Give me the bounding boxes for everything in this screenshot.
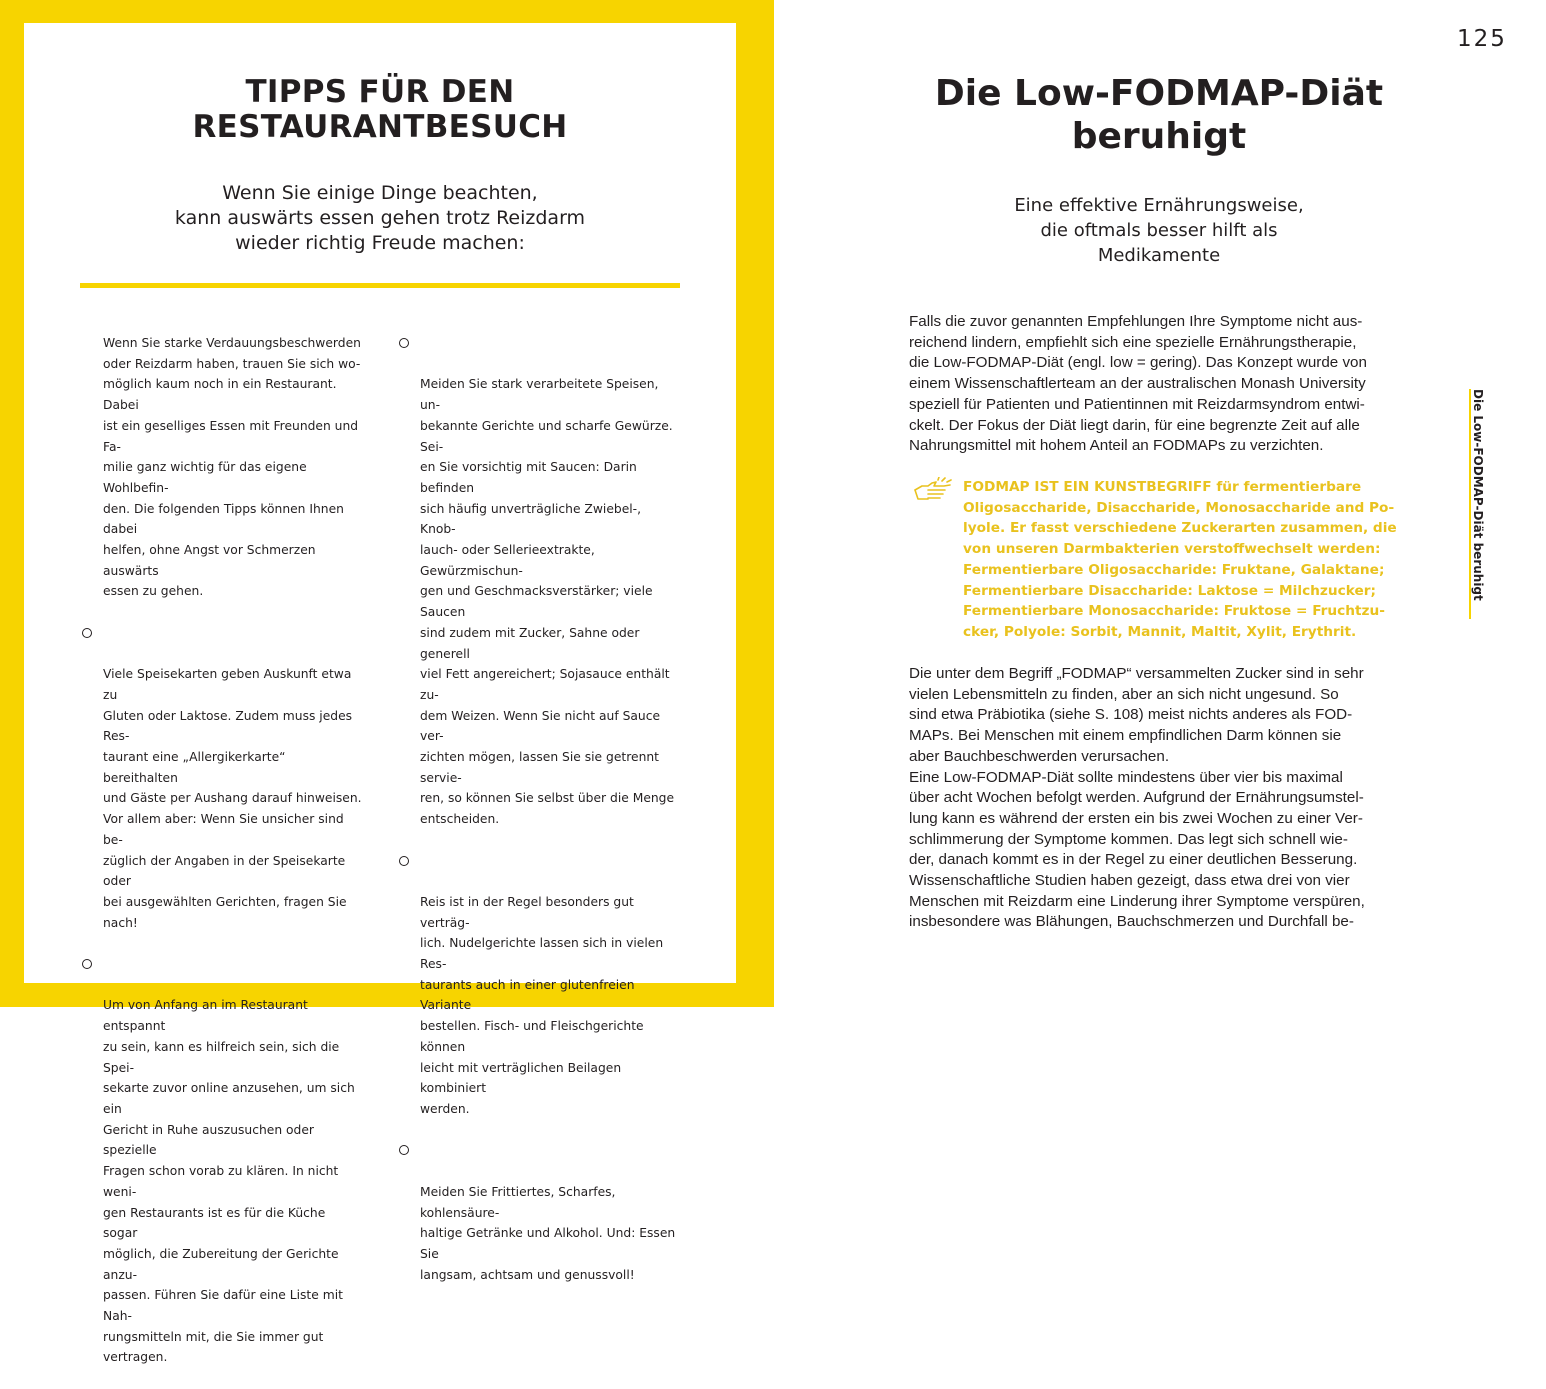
tip-text: Meiden Sie stark verarbeitete Speisen, un- bekannte Gerichte und scharfe Gewürze. Sei- en Sie vorsichtig mit Saucen: Darin befinden sich häufig unverträgliche Zwiebel-, Knob- lauch- oder Sellerieextrakte, Gewürzmischun- gen und Geschmacksverstärker; viele Saucen sind zudem mit Zucker, Sahne oder generell viel Fett angereichert; Sojasauce enthält zu- dem Weizen. Wenn Sie nicht auf Sauce ver- zichten mögen, lassen Sie sie getrennt servie- ren, so können Sie selbst über die Menge entscheiden. [420,377,675,827]
intro-paragraph: Wenn Sie starke Verdauungsbeschwerden oder Reizdarm haben, trauen Sie sich wo- möglich kaum noch in ein Restaurant. Dabei ist ein geselliges Essen mit Freunden und Fa- milie ganz wichtig für das eigene Wohlbefin- den. Die folgenden Tipps können Ihnen dabei helfen, ohne Angst vor Schmerzen auswärts essen zu gehen. [103,336,361,599]
tips-column-1 [82,333,362,1389]
tip-text: Um von Anfang an im Restaurant entspannt zu sein, kann es hilfreich sein, sich die Spei- sekarte zuvor online anzusehen, um sich ein Gericht in Ruhe auszusuchen oder spezielle Fragen schon vorab zu klären. In nicht weni- gen Restaurants ist es für die Küche sogar möglich, die Zubereitung der Gerichte anzu- passen. Führen Sie dafür eine Liste mit Nah- rungsmitteln mit, die Sie immer gut vertragen. [103,998,355,1365]
circle-bullet-icon [399,856,409,866]
fodmap-hint-box: FODMAP IST EIN KUNSTBEGRIFF für fermentierbare Oligosaccharide, Disaccharide, Monosaccharide and Po- lyole. Er fasst verschiedene Zuckerarten zusammen, die von unseren Darmbakterien verstoffwechselt werden: Fermentierbare Oligosaccharide: Fruktane, Galaktane; Fermentierbare Disaccharide: Laktose = Milchzucker; Fermentierbare Monosaccharide: Fruktose = Fruchtzu- cker, Polyole: Sorbit, Mannit, Maltit, Xylit, Erythrit. [963,479,1397,640]
yellow-divider [80,283,680,288]
left-page-title [0,75,760,145]
left-page [0,0,774,1365]
circle-bullet-icon [82,959,92,969]
left-subtitle-line-2: kann auswärts essen gehen trotz Reizdarm [174,207,586,229]
tip-item [82,623,362,934]
tip-item [82,954,362,1368]
page-number: 125 [1457,26,1507,52]
circle-bullet-icon [82,628,92,638]
tip-item [399,1140,679,1285]
right-subtitle-line-2: die oftmals besser hilft als [1040,220,1278,241]
tips-column-2 [399,333,679,1306]
left-page-subtitle [0,181,760,256]
right-page-subtitle [900,193,1418,268]
right-page-title [900,72,1418,158]
chapter-side-tab-label: Die Low-FODMAP-Diät beruhigt [1471,389,1485,601]
tip-item [399,851,679,1120]
left-title-line-2: RESTAURANTBESUCH [192,109,568,145]
left-subtitle-line-1: Wenn Sie einige Dinge beachten, [222,182,538,204]
right-title-line-2: beruhigt [1071,116,1247,157]
tip-text: Meiden Sie Frittiertes, Scharfes, kohlensäure- haltige Getränke und Alkohol. Und: Essen Sie langsam, achtsam und genussvoll! [420,1184,676,1282]
circle-bullet-icon [399,338,409,348]
right-subtitle-line-3: Medikamente [1097,245,1221,266]
tip-text: Viele Speisekarten geben Auskunft etwa zu Gluten oder Laktose. Zudem muss jedes Res- taurant eine „Allergikerkarte“ bereithalten und Gäste per Aushang darauf hinweisen. Vor allem aber: Wenn Sie unsicher sind be- züglich der Angaben in der Speisekarte oder bei ausgewählten Gerichten, fragen Sie nach! [103,667,362,930]
left-title-line-1: TIPPS FÜR DEN [245,74,515,110]
tip-text: Reis ist in der Regel besonders gut verträg- lich. Nudelgerichte lassen sich in vielen Res- taurants auch in einer glutenfreien Variante bestellen. Fisch- und Fleischgerichte können leicht mit verträglichen Beilagen kombiniert werden. [420,894,664,1116]
right-title-line-1: Die Low-FODMAP-Diät [934,73,1384,114]
left-subtitle-line-3: wieder richtig Freude machen: [235,232,525,254]
right-subtitle-line-1: Eine effektive Ernährungsweise, [1014,195,1304,216]
pointing-hand-icon [912,477,956,503]
body-paragraph-1: Falls die zuvor genannten Empfehlungen Ihre Symptome nicht aus- reichend lindern, empfiehlt sich eine spezielle Ernährungstherapie, die Low-FODMAP-Diät (engl. low = gering). Das Konzept wurde von einem Wissenschaftlerteam an der australischen Monash University speziell für Patienten und Patientinnen mit Reizdarmsyndrom entwi- ckelt. Der Fokus der Diät liegt darin, für eine begrenzte Zeit auf alle Nahrungsmittel mit hohem Anteil an FODMAPs zu verzichten. [909,313,1367,455]
body-paragraph-2: Die unter dem Begriff „FODMAP“ versammelten Zucker sind in sehr vielen Lebensmitteln zu finden, aber an sich nicht ungesund. So sind etwa Präbiotika (siehe S. 108) meist nichts anderes als FOD- MAPs. Bei Menschen mit einem empfindlichen Darm können sie aber Bauchbeschwerden verursachen. Eine Low-FODMAP-Diät sollte mindestens über vier bis maximal über acht Wochen befolgt werden. Aufgrund der Ernährungsumstel- lung kann es während der ersten ein bis zwei Wochen zu einer Ver- schlimmerung der Symptome kommen. Das legt sich schnell wie- der, danach kommt es in der Regel zu einer deutlichen Besserung. Wissenschaftliche Studien haben gezeigt, dass etwa drei von vier Menschen mit Reizdarm eine Linderung ihrer Symptome verspüren, insbesondere was Blähungen, Bauchschmerzen und Durchfall be- [909,665,1365,931]
tip-item [399,333,679,830]
circle-bullet-icon [399,1145,409,1155]
